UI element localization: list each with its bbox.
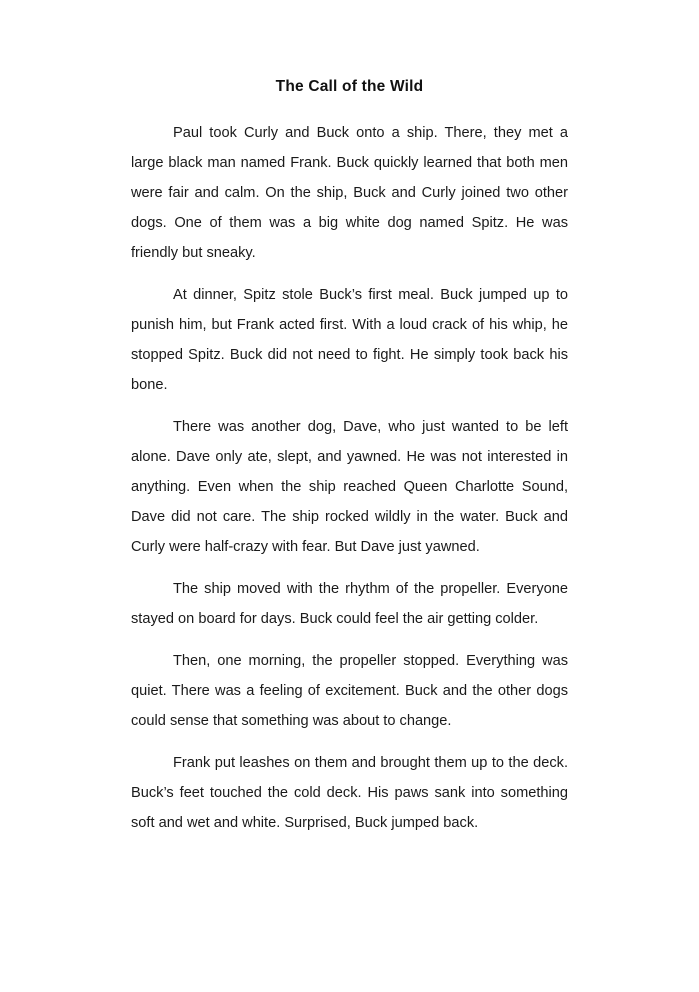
body-paragraph: Paul took Curly and Buck onto a ship. There, they met a large black man named Frank. Buck quickly learned that both men were fair and calm. On the ship, Buck and Curly joined two other dogs. One of them was a big white dog named Spitz. He was friendly but sneaky. [131, 125, 568, 261]
body-paragraph: The ship moved with the rhythm of the propeller. Everyone stayed on board for days. Buck could feel the air getting colder. [131, 581, 568, 627]
body-paragraph: Frank put leashes on them and brought them up to the deck. Buck’s feet touched the cold deck. His paws sank into something soft and wet and white. Surprised, Buck jumped back. [131, 755, 568, 831]
body-paragraph: Then, one morning, the propeller stopped. Everything was quiet. There was a feeling of excitement. Buck and the other dogs could sense that something was about to change. [131, 653, 568, 729]
body-paragraph: There was another dog, Dave, who just wanted to be left alone. Dave only ate, slept, and yawned. He was not interested in anything. Even when the ship reached Queen Charlotte Sound, Dave did not care. The ship rocked wildly in the water. Buck and Curly were half-crazy with fear. But Dave just yawned. [131, 419, 568, 555]
page-title: The Call of the Wild [275, 78, 424, 95]
body-paragraph: At dinner, Spitz stole Buck’s first meal. Buck jumped up to punish him, but Frank acted first. With a loud crack of his whip, he stopped Spitz. Buck did not need to fight. He simply took back his bone. [131, 287, 568, 393]
